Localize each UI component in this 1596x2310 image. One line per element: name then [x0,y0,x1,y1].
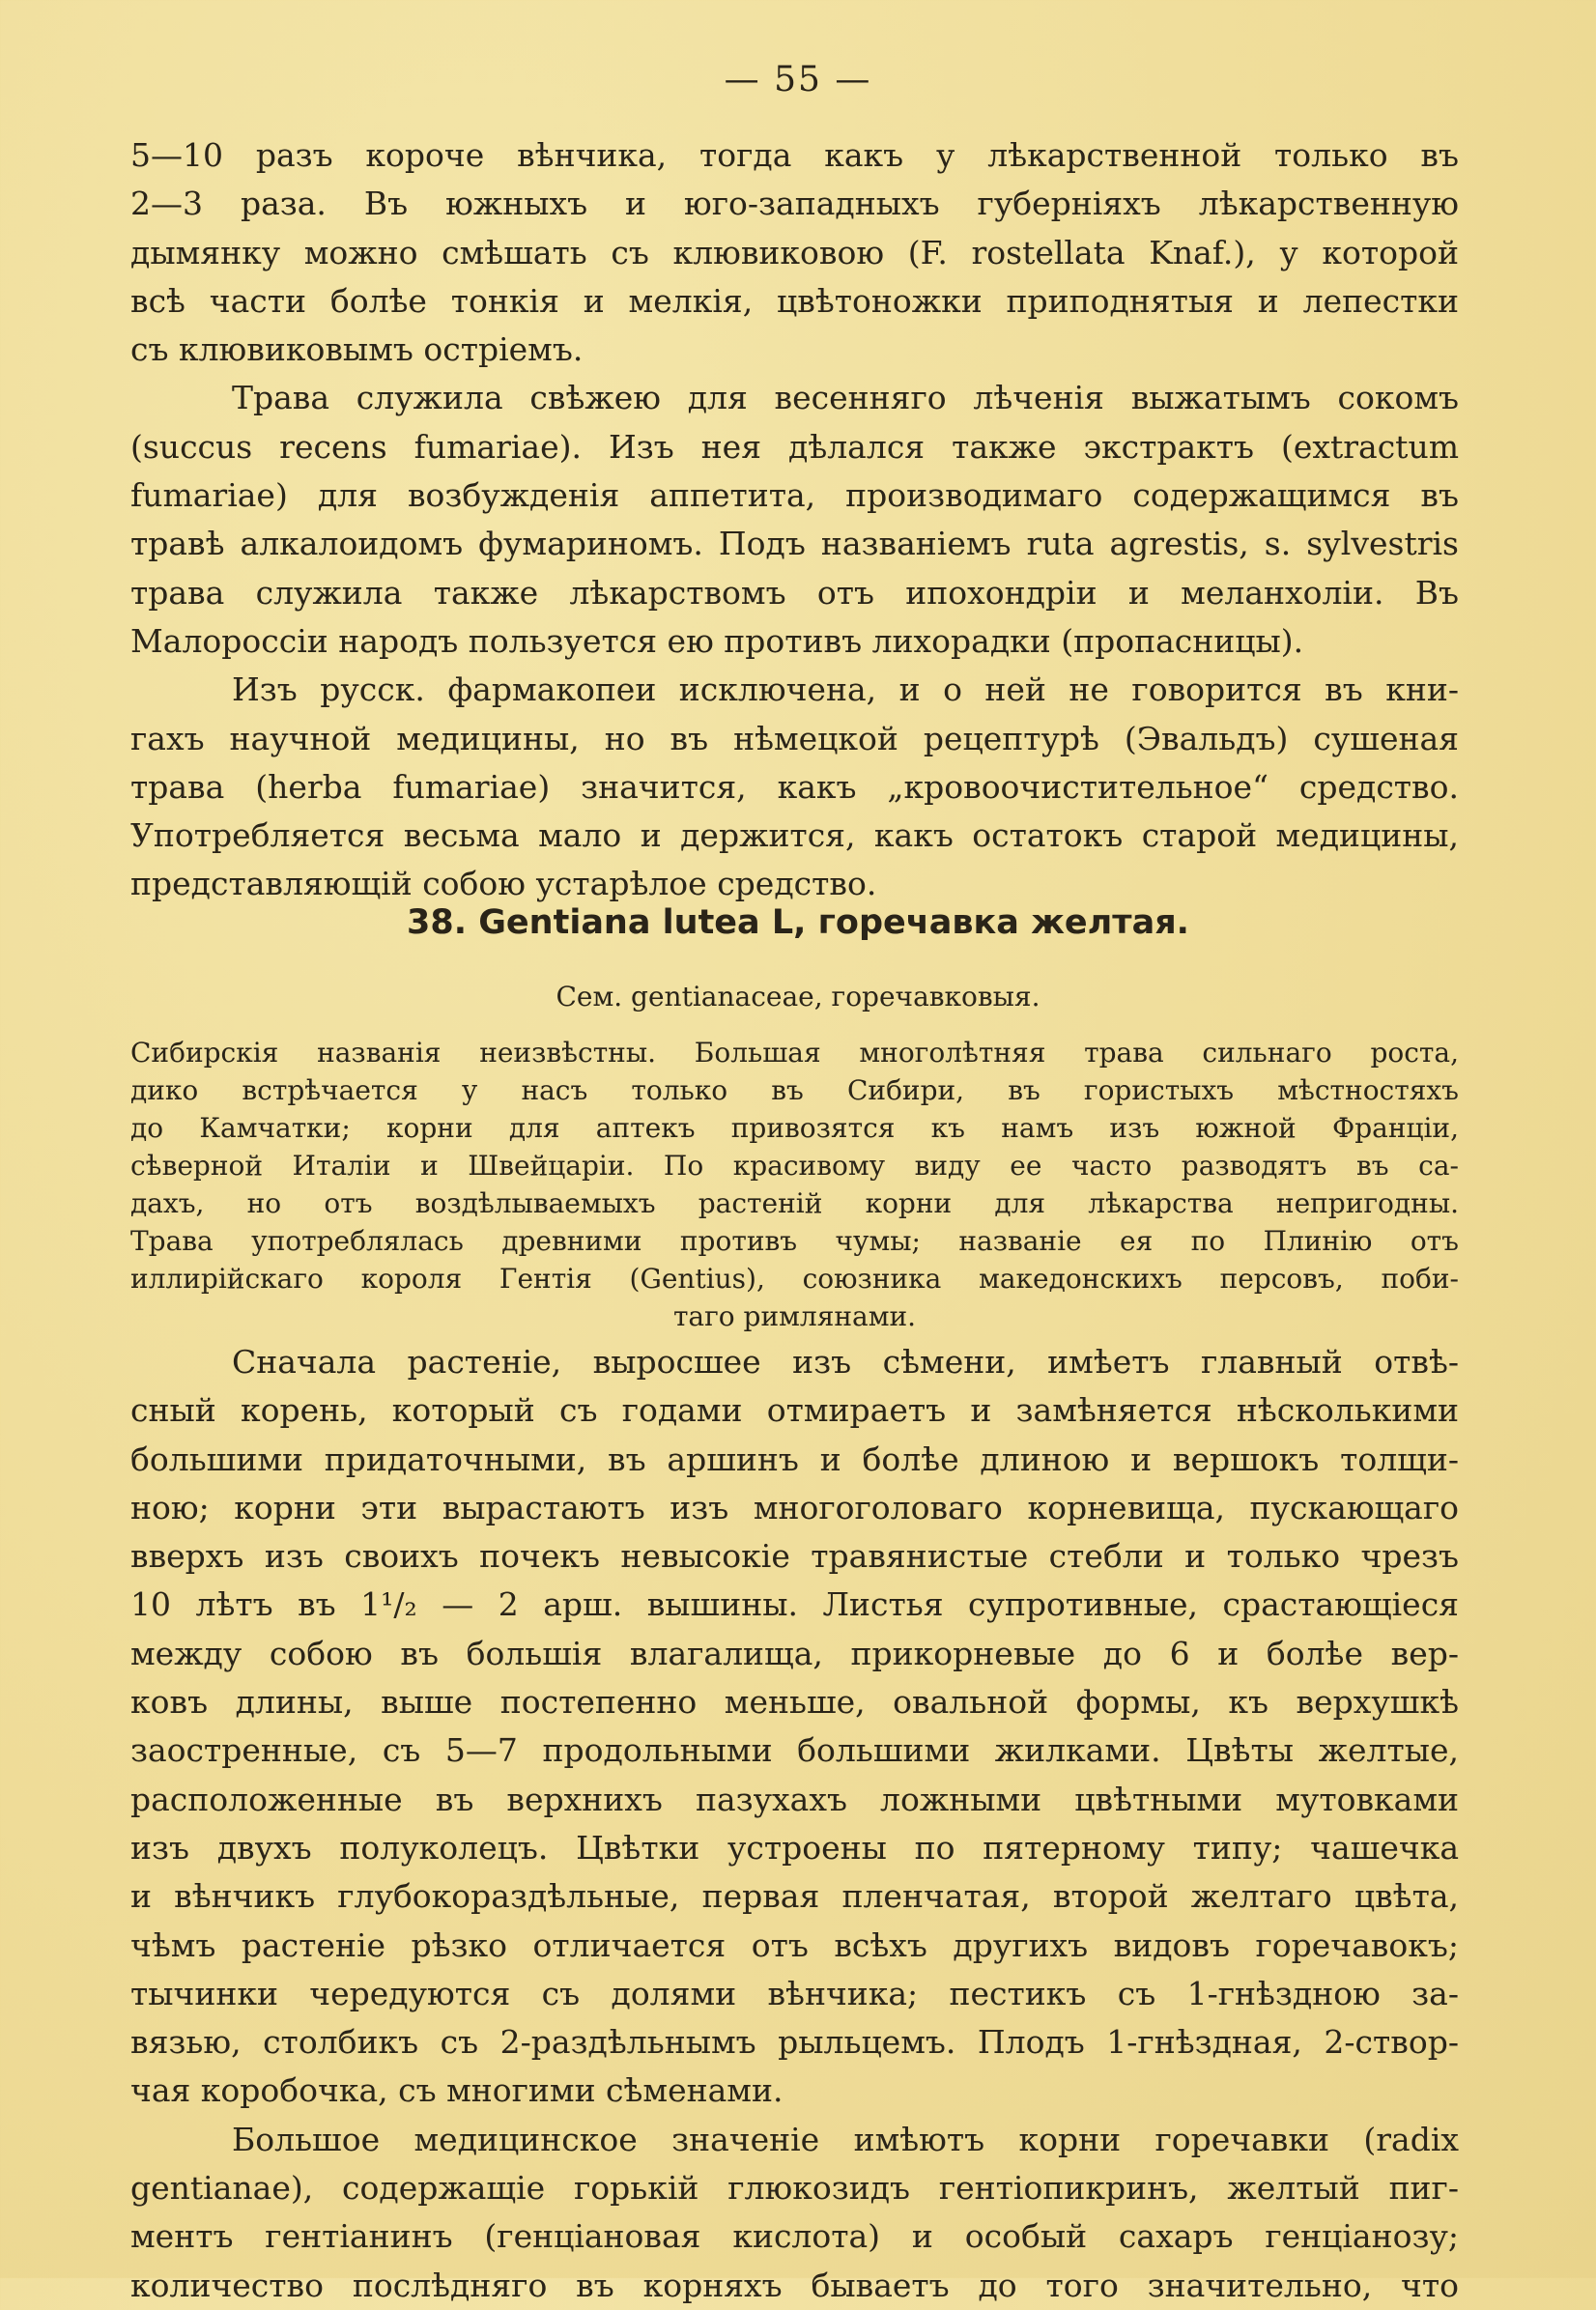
text-line: gentianae), содержащіе горькій глюкозидъ гентіопикринъ, желтый пиг- [130,2169,1459,2208]
note-line: таго римлянами. [672,1300,917,1332]
text-line: 2—3 раза. Въ южныхъ и юго-западныхъ губерніяхъ лѣкарственную [130,185,1459,223]
text-line: ментъ гентіанинъ (генціановая кислота) и особый сахаръ генціанозу; [130,2217,1459,2256]
text-line: 5—10 разъ короче вѣнчика, тогда какъ у лѣкарственной только въ [130,136,1459,174]
note-line: дико встрѣчается у насъ только въ Сибири, въ гористыхъ мѣстностяхъ [130,1074,1459,1106]
text-line: Малороссіи народъ пользуется ею противъ лихорадки (пропасницы). [130,621,1304,660]
note-line: Сибирскія названія неизвѣстны. Большая многолѣтняя трава сильнаго роста, [130,1037,1459,1069]
text-line: всѣ части болѣе тонкія и мелкія, цвѣтоножки приподнятыя и лепестки [130,281,1459,320]
text-line: Сначала растеніе, выросшее изъ сѣмени, имѣетъ главный отвѣ- [232,1343,1459,1381]
text-line: гахъ научной медицины, но въ нѣмецкой рецептурѣ (Эвальдъ) сушеная [130,719,1459,757]
text-line: тычинки чередуются съ долями вѣнчика; пестикъ съ 1-гнѣздною за- [130,1974,1459,2012]
family-subheading: Сем. gentianaceae, горечавковыя. [556,981,1040,1012]
text-line: чая коробочка, съ многими сѣменами. [130,2071,784,2110]
text-line: трава служила также лѣкарствомъ отъ ипохондріи и меланхоліи. Въ [130,573,1459,612]
top-paragraphs [130,131,1459,909]
text-line: чѣмъ растеніе рѣзко отличается отъ всѣхъ другихъ видовъ горечавокъ; [130,1925,1459,1964]
bottom-paragraphs [130,1338,1459,2310]
text-line: изъ двухъ полуколецъ. Цвѣтки устроены по пятерному типу; чашечка [130,1828,1459,1867]
text-line: представляющій собою устарѣлое средство. [130,865,877,903]
text-line: расположенные въ верхнихъ пазухахъ ложными цвѣтными мутовками [130,1780,1459,1818]
text-line: травѣ алкалоидомъ фумариномъ. Подъ названіемъ ruta agrestis, s. sylvestris [130,525,1459,563]
text-line: заостренные, съ 5—7 продольными большими жилками. Цвѣты желтые, [130,1731,1459,1770]
text-line: съ клювиковымъ остріемъ. [130,330,584,369]
note-line: сѣверной Италіи и Швейцаріи. По красивому виду ее часто разводятъ въ са- [130,1150,1459,1182]
text-line: вверхъ изъ своихъ почекъ невысокіе травянистые стебли и только чрезъ [130,1537,1459,1576]
note-line: дахъ, но отъ воздѣлываемыхъ растеній корни для лѣкарства непригодны. [130,1187,1459,1219]
text-line: вязью, столбикъ съ 2-раздѣльнымъ рыльцемъ. Плодъ 1-гнѣздная, 2-створ- [130,2023,1459,2062]
text-line: дымянку можно смѣшать съ клювиковою (F. rostellata Knaf.), у которой [130,233,1459,271]
text-line: и вѣнчикъ глубокораздѣльные, первая пленчатая, второй желтаго цвѣта, [130,1877,1459,1916]
text-line: Употребляется весьма мало и держится, какъ остатокъ старой медицины, [130,816,1459,855]
text-line: Большое медицинское значеніе имѣютъ корни горечавки (radix [232,2120,1459,2158]
text-line: Изъ русск. фармакопеи исключена, и о ней не говорится въ кни- [232,670,1459,709]
section-heading: 38. Gentiana lutea L, горечавка желтая. [407,903,1189,942]
text-line: ною; корни эти вырастаютъ изъ многоголоваго корневища, пускающаго [130,1488,1459,1526]
note-line: Трава употреблялась древними противъ чумы; названіе ея по Плинію отъ [130,1225,1459,1257]
note-paragraph [130,1034,1459,1335]
text-line: сный корень, который съ годами отмираетъ и замѣняется нѣсколькими [130,1391,1459,1430]
text-line: количество послѣдняго въ корняхъ бываетъ до того значительно, что [130,2266,1459,2304]
text-line: между собою въ большія влагалища, прикорневые до 6 и болѣе вер- [130,1634,1459,1672]
text-line: большими придаточными, въ аршинъ и болѣе длиною и вершокъ толщи- [130,1440,1459,1478]
text-line: ковъ длины, выше постепенно меньше, овальной формы, къ верхушкѣ [130,1683,1459,1722]
note-line: иллирійскаго короля Гентія (Gentius), союзника македонскихъ персовъ, поби- [130,1263,1459,1295]
text-line: Трава служила свѣжею для весенняго лѣченія выжатымъ сокомъ [232,379,1459,417]
note-line: до Камчатки; корни для аптекъ привозятся къ намъ изъ южной Франціи, [130,1112,1459,1144]
text-line: 10 лѣтъ въ 1¹/₂ — 2 арш. вышины. Листья супротивные, срастающіеся [130,1585,1459,1624]
text-line: fumariae) для возбужденія аппетита, производимаго содержащимся въ [130,476,1459,515]
text-line: (succus recens fumariae). Изъ нея дѣлался также экстрактъ (extractum [130,427,1459,466]
text-line: трава (herba fumariae) значится, какъ „кровоочистительное“ средство. [130,767,1459,806]
page-number: — 55 — [724,60,872,100]
